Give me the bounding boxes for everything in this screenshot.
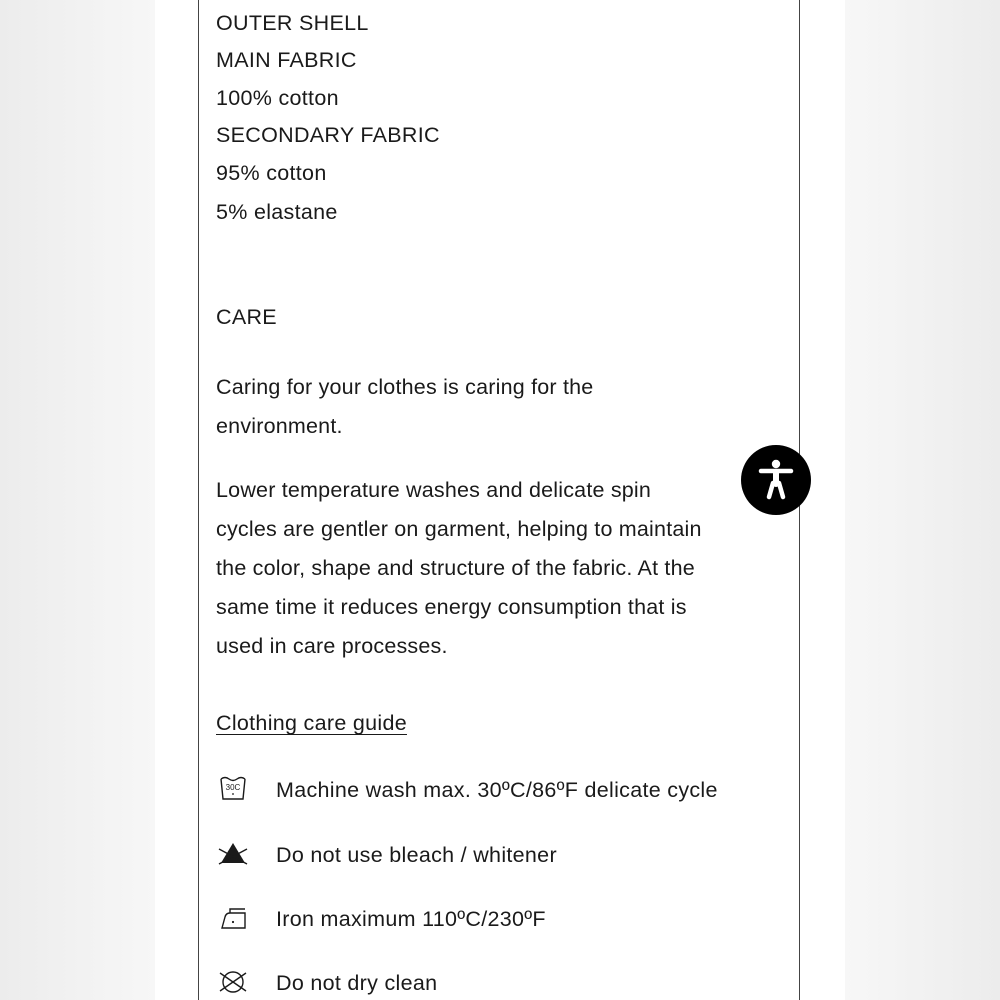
care-intro bbox=[216, 368, 593, 446]
no-dry-clean-icon bbox=[216, 964, 252, 1000]
care-body bbox=[216, 471, 702, 666]
care-intro-line: Caring for your clothes is caring for the bbox=[216, 375, 594, 399]
care-instruction-label: Iron maximum 110ºC/230ºF bbox=[276, 907, 546, 931]
care-heading: CARE bbox=[216, 305, 277, 329]
care-instruction-row bbox=[216, 900, 786, 936]
care-instruction-label: Do not dry clean bbox=[276, 971, 438, 995]
wash-30-icon bbox=[216, 771, 252, 807]
care-instruction-label: Do not use bleach / whitener bbox=[276, 843, 557, 867]
accessibility-icon bbox=[741, 445, 811, 515]
care-instruction-row bbox=[216, 836, 786, 872]
care-instruction-label: Machine wash max. 30ºC/86ºF delicate cycle bbox=[276, 778, 718, 802]
main-fabric-value: 100% cotton bbox=[216, 86, 339, 110]
main-fabric-label: MAIN FABRIC bbox=[216, 48, 357, 72]
no-bleach-icon bbox=[216, 836, 252, 872]
care-body-line: cycles are gentler on garment, helping to maintain bbox=[216, 517, 702, 541]
secondary-fabric-value: 5% elastane bbox=[216, 200, 338, 224]
care-body-line: Lower temperature washes and delicate spin bbox=[216, 478, 652, 502]
secondary-fabric-label: SECONDARY FABRIC bbox=[216, 123, 440, 147]
iron-low-icon bbox=[216, 900, 252, 936]
wash-temp-text: 30C bbox=[225, 783, 241, 792]
accessibility-button[interactable] bbox=[741, 445, 811, 515]
outer-shell-label: OUTER SHELL bbox=[216, 11, 369, 35]
care-instruction-row bbox=[216, 964, 786, 1000]
secondary-fabric-value: 95% cotton bbox=[216, 161, 327, 185]
care-body-line: the color, shape and structure of the fabric. At the bbox=[216, 556, 695, 580]
care-intro-line: environment. bbox=[216, 414, 343, 438]
care-body-line: same time it reduces energy consumption that is bbox=[216, 595, 687, 619]
care-body-line: used in care processes. bbox=[216, 634, 448, 658]
care-instruction-row bbox=[216, 771, 786, 807]
clothing-care-guide-link[interactable]: Clothing care guide bbox=[216, 711, 407, 735]
